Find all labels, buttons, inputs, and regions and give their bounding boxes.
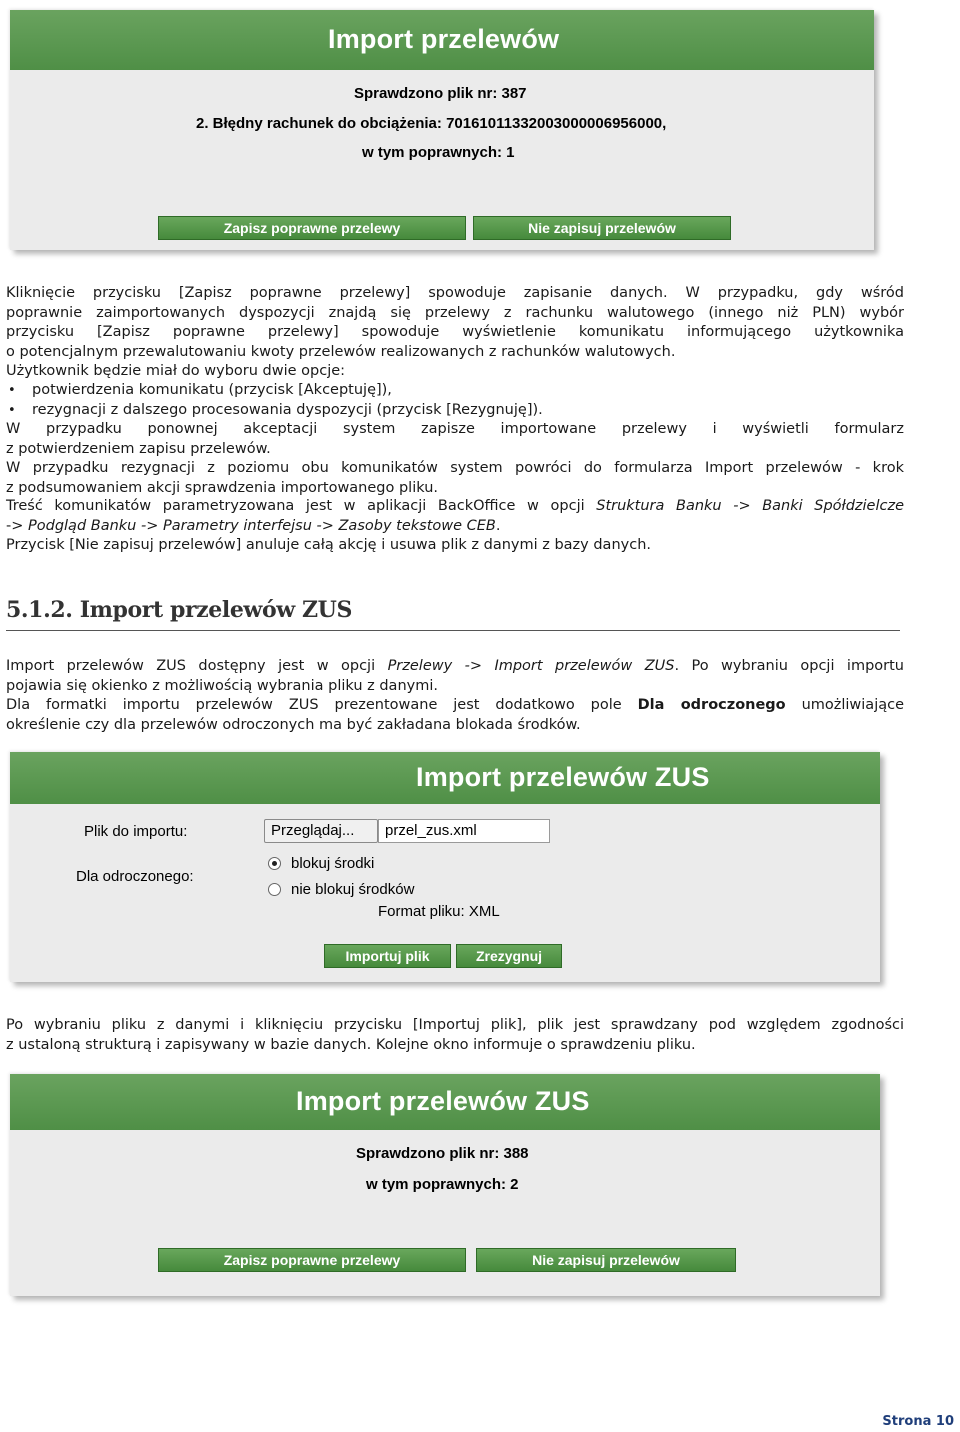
text-line: z podsumowaniem akcji sprawdzenia importowanego pliku. xyxy=(6,479,438,496)
text-line xyxy=(6,696,904,716)
text-fragment: Import przelewów ZUS dostępny jest w opcji xyxy=(6,658,388,674)
browse-button[interactable]: Przeglądaj... xyxy=(264,819,378,843)
text-line: W przypadku rezygnacji z poziomu obu komunikatów system powróci do formularza Import przelewów - krok xyxy=(6,460,904,476)
text-line: o potencjalnym przewalutowaniu kwoty przelewów realizowanych z rachunków walutowych. xyxy=(6,343,676,360)
error-line-text: 2. Błędny rachunek do obciążenia: 70161011332003000006956000, xyxy=(196,115,667,132)
list-item: • rezygnacji z dalszego procesowania dyspozycji (przycisk [Rezygnuję]). xyxy=(6,401,904,421)
panel-body xyxy=(10,70,874,250)
paragraph-deferred-field xyxy=(6,696,904,735)
text-fragment: Treść komunikatów parametryzowana jest w aplikacji BackOffice w opcji xyxy=(6,498,597,514)
list-item: • potwierdzenia komunikatu (przycisk [Akceptuję]), xyxy=(6,381,904,401)
block-funds-label: blokuj środki xyxy=(291,855,375,872)
paragraph-cancel-info: Przycisk [Nie zapisuj przelewów] anuluje całą akcję i usuwa plik z danymi z bazy danych. xyxy=(6,537,651,553)
cancel-button[interactable]: Zrezygnuj xyxy=(456,944,562,968)
deferred-label: Dla odroczonego: xyxy=(76,868,194,885)
panel-header xyxy=(10,752,880,804)
no-block-funds-label: nie blokuj środków xyxy=(291,881,415,898)
text-fragment: Dla formatki importu przelewów ZUS prezentowane jest dodatkowo pole xyxy=(6,697,638,713)
panel-title: Import przelewów xyxy=(328,24,560,54)
text-fragment: . xyxy=(495,517,501,534)
paragraph-resign xyxy=(6,459,904,498)
menu-path: Podgląd Banku -> Parametry interfejsu -> Zasoby tekstowe CEB xyxy=(28,517,496,534)
text-line xyxy=(6,657,904,677)
paragraph-options-intro: Użytkownik będzie miał do wyboru dwie opcje: xyxy=(6,363,346,379)
save-correct-transfers-button[interactable]: Zapisz poprawne przelewy xyxy=(158,216,466,240)
file-path-input[interactable]: przel_zus.xml xyxy=(378,819,550,843)
text-line: przycisku [Zapisz poprawne przelewy] spowoduje wyświetlenie komunikatu informującego użytkownika xyxy=(6,324,904,340)
zus-import-form-panel xyxy=(10,752,880,982)
panel-header xyxy=(10,10,874,70)
text-line: W przypadku ponownej akceptacji system zapisze importowane przelewy i wyświetli formularz xyxy=(6,421,904,437)
checked-file-text: Sprawdzono plik nr: 387 xyxy=(354,85,527,102)
correct-count-text: w tym poprawnych: 1 xyxy=(362,144,515,161)
do-not-save-transfers-button[interactable]: Nie zapisuj przelewów xyxy=(476,1248,736,1272)
section-heading: 5.1.2. Import przelewów ZUS xyxy=(6,597,352,623)
text-line: z ustaloną strukturą i zapisywany w bazie danych. Kolejne okno informuje o sprawdzeniu pliku. xyxy=(6,1036,696,1053)
text-line: Po wybraniu pliku z danymi i kliknięciu przycisku [Importuj plik], plik jest sprawdzany pod względem zgodności xyxy=(6,1017,904,1033)
paragraph-message-config xyxy=(6,497,904,536)
text-line xyxy=(6,517,904,537)
text-line xyxy=(6,497,904,517)
text-line: określenie czy dla przelewów odroczonych ma być zakładana blokada środków. xyxy=(6,716,581,733)
text-line: pojawia się okienko z możliwością wybrania pliku z danymi. xyxy=(6,677,438,694)
menu-path: Przelewy -> Import przelewów ZUS xyxy=(387,658,675,674)
checked-file-text: Sprawdzono plik nr: 388 xyxy=(356,1145,529,1162)
do-not-save-transfers-button[interactable]: Nie zapisuj przelewów xyxy=(473,216,731,240)
text-fragment: . Po wybraniu opcji importu xyxy=(674,658,904,674)
paragraph-after-import xyxy=(6,1016,904,1055)
correct-count-text: w tym poprawnych: 2 xyxy=(366,1176,519,1193)
options-list xyxy=(6,381,904,420)
import-file-button[interactable]: Importuj plik xyxy=(324,944,451,968)
section-divider xyxy=(6,630,900,631)
panel-title: Import przelewów ZUS xyxy=(416,762,710,792)
file-format-text: Format pliku: XML xyxy=(378,903,500,920)
paragraph-save-info xyxy=(6,284,904,362)
text-fragment: -> xyxy=(6,517,28,534)
text-line: Kliknięcie przycisku [Zapisz poprawne przelewy] spowoduje zapisanie danych. W przypadku, gdy wśród xyxy=(6,285,904,301)
field-name: Dla odroczonego xyxy=(637,697,786,713)
no-block-funds-radio[interactable] xyxy=(268,883,281,896)
panel-header xyxy=(10,1074,880,1130)
panel-body xyxy=(10,804,880,982)
zus-import-result-panel xyxy=(10,1074,880,1296)
text-line: z potwierdzeniem zapisu przelewów. xyxy=(6,440,271,457)
panel-body xyxy=(10,1130,880,1296)
menu-path: Struktura Banku -> Banki Spółdzielcze xyxy=(596,498,904,514)
paragraph-zus-intro xyxy=(6,657,904,696)
text-line: poprawnie zaimportowanych dyspozycji znajdą się przelewy z rachunku walutowego (innego niż PLN) wybór xyxy=(6,304,904,321)
page-number: Strona 10 xyxy=(882,1414,954,1429)
text-fragment: umożliwiające xyxy=(785,697,904,713)
block-funds-radio[interactable] xyxy=(268,857,281,870)
paragraph-accept xyxy=(6,420,904,459)
file-label: Plik do importu: xyxy=(84,823,188,840)
import-result-panel xyxy=(10,10,874,250)
panel-title: Import przelewów ZUS xyxy=(296,1086,590,1116)
save-correct-transfers-button[interactable]: Zapisz poprawne przelewy xyxy=(158,1248,466,1272)
